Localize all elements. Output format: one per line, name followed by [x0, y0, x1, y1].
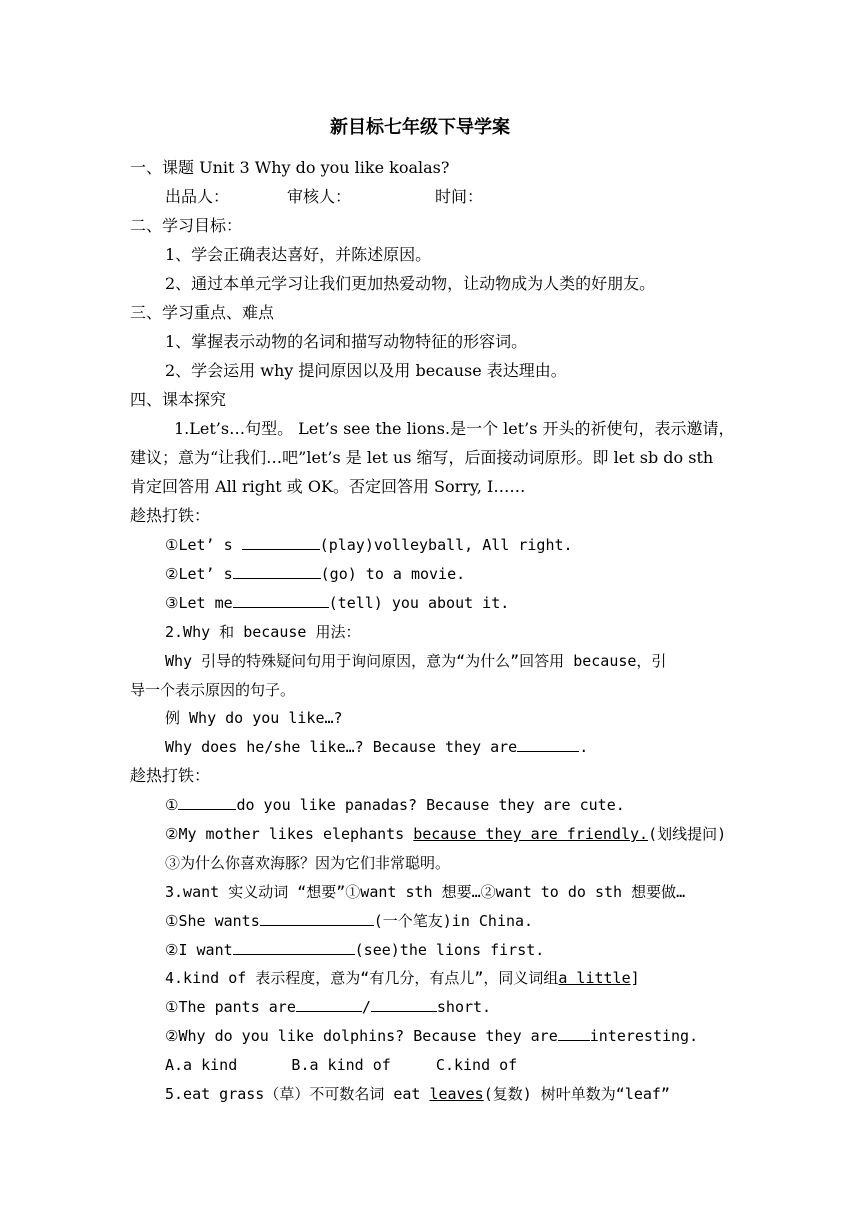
answer-blank[interactable]	[517, 736, 579, 752]
section-textbook: 四、课本探究	[130, 390, 227, 409]
kind-of-exercise-1-prefix: ①The pants are	[165, 998, 296, 1016]
kind-of-exercise-1-suffix: short.	[436, 998, 492, 1016]
key-point-2: 2、学会运用 why 提问原因以及用 because 表达理由。	[165, 361, 567, 380]
eat-grass-heading	[165, 1083, 670, 1105]
section-key-points: 三、学习重点、难点	[130, 303, 275, 322]
why-exercise-2-note: (划线提问)	[648, 825, 727, 843]
want-exercise-2-suffix: (see)the lions first.	[354, 941, 545, 959]
exercise-2-suffix: (go) to a movie.	[320, 565, 466, 583]
time-label: 时间：	[435, 187, 484, 206]
why-exercise-1	[165, 794, 625, 816]
producer-label: 出品人：	[165, 187, 230, 206]
want-heading: 3.want 实义动词 “想要”①want sth 想要…②want to do sth 想要做…	[165, 883, 686, 901]
why-explanation-1: Why 引导的特殊疑问句用于询问原因，意为“为什么”回答用 because，引	[165, 652, 667, 670]
section-goals: 二、学习目标：	[130, 216, 243, 235]
doc-title: 新目标七年级下导学案	[330, 117, 510, 138]
exercise-1	[165, 534, 573, 556]
kind-of-exercise-2	[165, 1025, 698, 1047]
answer-blank[interactable]	[260, 910, 374, 926]
answer-blank[interactable]	[233, 939, 355, 955]
kind-of-text: 4.kind of 表示程度，意为“有几分，有点儿”，同义词组	[165, 969, 559, 987]
answer-blank[interactable]	[371, 996, 437, 1012]
answer-blank[interactable]	[233, 563, 321, 579]
kind-of-exercise-1	[165, 996, 491, 1018]
example-1: 例 Why do you like…?	[165, 709, 343, 727]
exercise-3-prefix: ③Let me	[165, 594, 233, 612]
want-exercise-1-prefix: ①She wants	[165, 912, 260, 930]
answer-options: A.a kind B.a kind of C.kind of	[165, 1056, 518, 1074]
reviewer-label: 审核人：	[287, 187, 352, 206]
why-exercise-2	[165, 823, 726, 845]
kind-of-exercise-2-suffix: interesting.	[589, 1027, 699, 1045]
why-exercise-3: ③为什么你喜欢海豚？因为它们非常聪明。	[165, 854, 451, 872]
example-2	[165, 736, 588, 758]
slash: /	[361, 998, 371, 1016]
why-exercise-1-suffix: do you like panadas? Because they are cute.	[236, 796, 625, 814]
want-exercise-1-suffix: (一个笔友)in China.	[373, 912, 534, 930]
goal-2: 2、通过本单元学习让我们更加热爱动物，让动物成为人类的好朋友。	[165, 274, 656, 293]
exercise-3	[165, 592, 509, 614]
lets-paragraph-3: 肯定回答用 All right 或 OK。否定回答用 Sorry, I……	[130, 477, 526, 496]
key-point-1: 1、掌握表示动物的名词和描写动物特征的形容词。	[165, 332, 528, 351]
synonym-phrase: a little	[558, 969, 631, 987]
lets-paragraph-1: 1.Let’s…句型。 Let’s see the lions.是一个 let’s 开头的祈使句，表示邀请，	[174, 419, 735, 438]
lets-paragraph-2: 建议；意为“让我们…吧”let’s 是 let us 缩写，后面接动词原形。即 let sb do sth	[130, 448, 714, 467]
author-line	[165, 186, 483, 208]
eat-grass-suffix: (复数) 树叶单数为“leaf”	[483, 1085, 670, 1103]
why-exercise-2-prefix: ②My mother likes elephants	[165, 825, 414, 843]
kind-of-heading	[165, 967, 640, 989]
kind-of-bracket: ]	[630, 969, 640, 987]
eat-grass-text: 5.eat grass（草）不可数名词 eat	[165, 1085, 430, 1103]
underlined-reason: because they are friendly.	[413, 825, 649, 843]
example-2-prefix: Why does he/she like…? Because they are	[165, 738, 518, 756]
answer-blank[interactable]	[178, 794, 236, 810]
want-exercise-2	[165, 939, 544, 961]
want-exercise-2-prefix: ②I want	[165, 941, 233, 959]
want-exercise-1	[165, 910, 533, 932]
section-topic: 一、课题 Unit 3 Why do you like koalas?	[130, 158, 450, 177]
answer-blank[interactable]	[233, 592, 329, 608]
leaves-word: leaves	[429, 1085, 484, 1103]
practice-heading-2: 趁热打铁：	[130, 766, 211, 785]
why-exercise-1-prefix: ①	[165, 796, 179, 814]
example-2-suffix: .	[579, 738, 589, 756]
exercise-2-prefix: ②Let’ s	[165, 565, 233, 583]
why-explanation-2: 导一个表示原因的句子。	[130, 681, 296, 699]
kind-of-exercise-2-prefix: ②Why do you like dolphins? Because they are	[165, 1027, 558, 1045]
exercise-2	[165, 563, 465, 585]
why-because-heading: 2.Why 和 because 用法：	[165, 623, 361, 641]
answer-blank[interactable]	[296, 996, 362, 1012]
answer-blank[interactable]	[242, 534, 320, 550]
goal-1: 1、学会正确表达喜好，并陈述原因。	[165, 245, 432, 264]
answer-blank[interactable]	[558, 1025, 590, 1041]
exercise-1-suffix: (play)volleyball, All right.	[319, 536, 573, 554]
exercise-1-prefix: ①Let’ s	[165, 536, 242, 554]
practice-heading: 趁热打铁：	[130, 506, 211, 525]
exercise-3-suffix: (tell) you about it.	[328, 594, 510, 612]
